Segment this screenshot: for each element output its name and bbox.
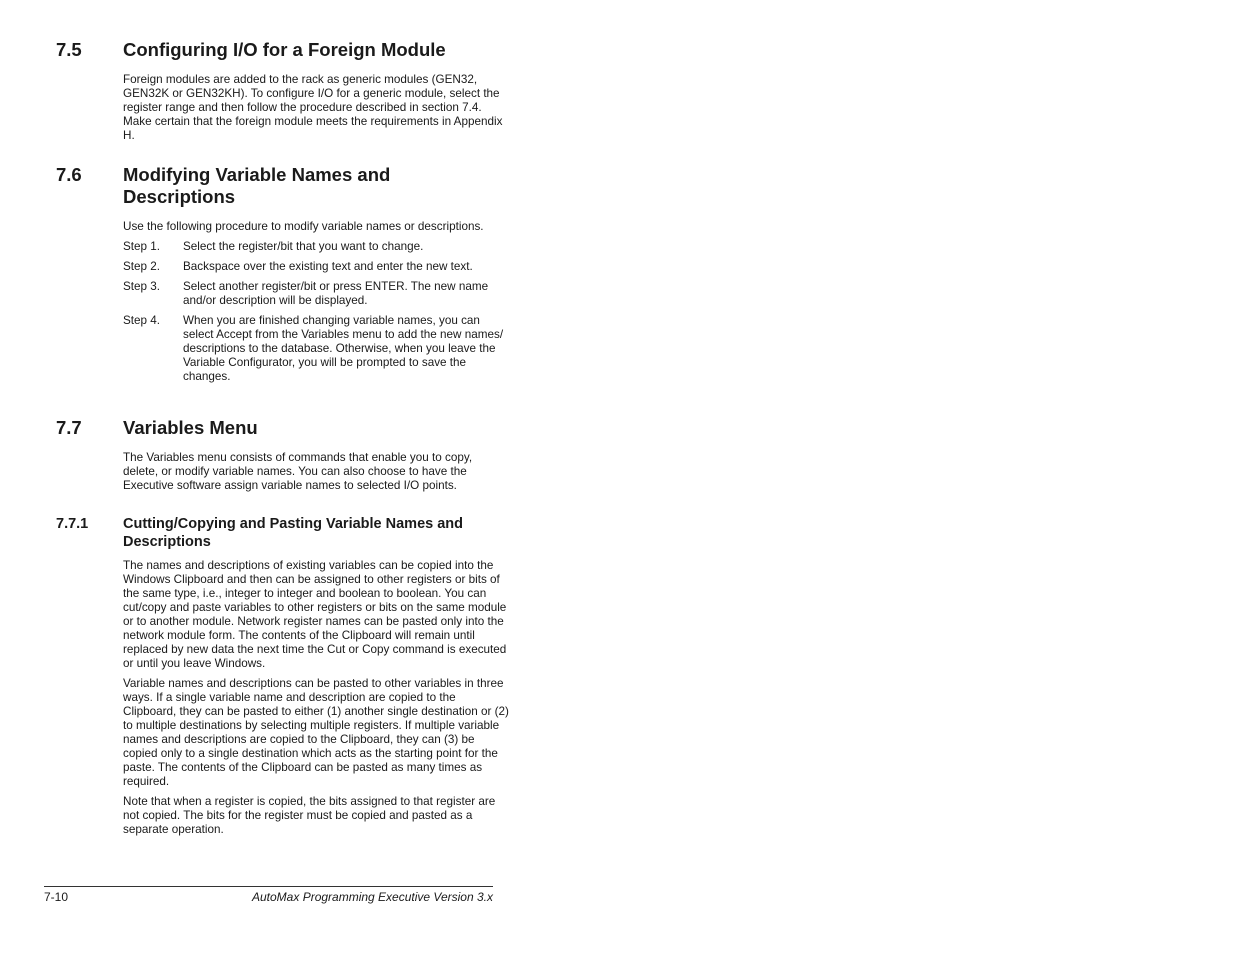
section-heading [56, 417, 516, 439]
paragraph: The names and descriptions of existing variables can be copied into the Windows Clipboard and then can be assigned to other registers or bits of the same type, i.e., integer to integer and boolean to boolean. You can cut/copy and paste variables to other registers or bits on the same module or to another module. Network register names can be pasted only into the network module form. The contents of the Clipboard will remain until replaced by new data the next time the Cut or Copy command is executed or until you leave Windows. [123, 559, 507, 670]
section-7-6 [56, 164, 516, 390]
paragraph: Use the following procedure to modify variable names or descriptions. [123, 220, 484, 233]
step-label: Step 1. [123, 240, 161, 253]
paragraph: The Variables menu consists of commands that enable you to copy, delete, or modify variable names. You can also choose to have the Executive software assign variable names to selected I/O points. [123, 451, 473, 492]
section-title: Modifying Variable Names and Descriptions [123, 164, 391, 207]
section-body [123, 559, 509, 837]
section-body [123, 451, 509, 493]
step-text: Select another register/bit or press ENTER. The new name and/or description will be displayed. [183, 280, 489, 307]
section-7-7-1 [56, 515, 516, 843]
section-7-5 [56, 39, 516, 149]
step-text: When you are finished changing variable names, you can select Accept from the Variables menu to add the new names/ descriptions to the database. Otherwise, when you leave the Variable Configurator, you will be prompted to save the changes. [183, 314, 504, 383]
section-7-7 [56, 417, 516, 499]
section-title: Cutting/Copying and Pasting Variable Names and Descriptions [123, 516, 463, 550]
section-number: 7.7 [56, 417, 82, 438]
page-number: 7-10 [44, 890, 69, 904]
step-label: Step 2. [123, 260, 161, 273]
step-text: Backspace over the existing text and enter the new text. [183, 260, 473, 273]
paragraph: Variable names and descriptions can be pasted to other variables in three ways. If a single variable name and description are copied to the Clipboard, they can be pasted to either (1) another single destination or (2) to multiple destinations by selecting multiple registers. If multiple variable names and descriptions are copied to the Clipboard, they can (3) be copied only to a single destination which acts as the starting point for the paste. The contents of the Clipboard can be pasted as many times as required. [123, 677, 509, 788]
section-title: Configuring I/O for a Foreign Module [123, 39, 446, 60]
section-number: 7.7.1 [56, 516, 89, 532]
section-body [123, 73, 509, 143]
step-item [123, 314, 509, 384]
section-heading [56, 39, 516, 61]
footer-divider [44, 886, 493, 887]
section-heading [56, 164, 516, 208]
paragraph: Foreign modules are added to the rack as generic modules (GEN32, GEN32K or GEN32KH). To configure I/O for a generic module, select the register range and then follow the procedure described in section 7.4. Make certain that the foreign module meets the requirements in Appendix H. [123, 73, 503, 142]
step-item [123, 260, 509, 274]
step-item [123, 240, 509, 254]
subsection-heading [56, 515, 516, 551]
section-body [123, 220, 509, 384]
paragraph: Note that when a register is copied, the bits assigned to that register are not copied. The bits for the register must be copied and pasted as a separate operation. [123, 795, 496, 836]
step-text: Select the register/bit that you want to change. [183, 240, 424, 253]
step-item [123, 280, 509, 308]
step-label: Step 3. [123, 280, 161, 293]
section-number: 7.6 [56, 164, 82, 185]
section-number: 7.5 [56, 39, 82, 60]
step-list [123, 240, 509, 384]
section-title: Variables Menu [123, 417, 258, 438]
footer-title: AutoMax Programming Executive Version 3.x [252, 890, 493, 904]
step-label: Step 4. [123, 314, 161, 327]
